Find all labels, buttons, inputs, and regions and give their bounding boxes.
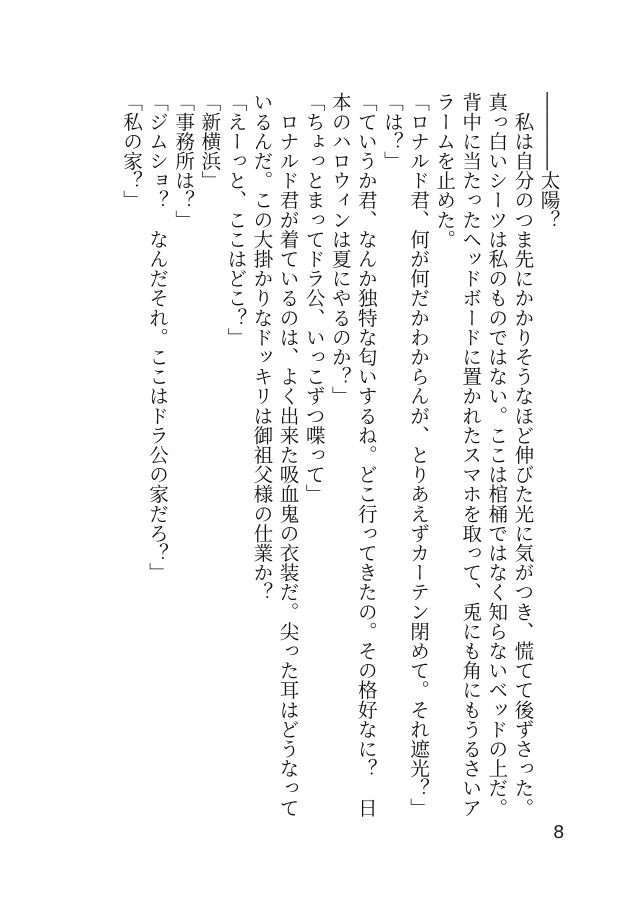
text-line: 「新横浜」 bbox=[197, 92, 221, 190]
text-line: 「ていうか君、なんか独特な匂いするね。どこ行ってきたの。その格好なに？ 日 bbox=[354, 92, 378, 818]
text-line: 「は？」 bbox=[380, 92, 404, 171]
text-line: 「私の家？」 bbox=[119, 92, 143, 210]
text-line: 「えーっと、ここはどこ？」 bbox=[223, 92, 247, 347]
text-line: 私は自分のつま先にかかりそうなほど伸びた光に気がつき、慌てて後ずさった。 bbox=[510, 92, 534, 818]
text-line: 本のハロウィンは夏にやるのか？」 bbox=[328, 92, 352, 406]
page-number: 8 bbox=[553, 822, 565, 843]
text-line: 「事務所は？」 bbox=[171, 92, 195, 230]
vertical-text-block bbox=[117, 92, 561, 852]
text-line: 背中に当たったヘッドボードに置かれたスマホを取って、兎にも角にもうるさいア bbox=[458, 92, 482, 818]
text-line: ロナルド君が着ているのは、よく出来た吸血鬼の衣装だ。尖った耳はどうなって bbox=[276, 92, 300, 818]
text-line: 「ロナルド君、何が何だかわからんが、とりあえずカーテン閉めて。それ遮光？」 bbox=[406, 92, 430, 818]
text-line: いるんだ。この大掛かりなドッキリは御祖父様の仕業か？ bbox=[249, 92, 273, 602]
text-line: 「ちょっとまってドラ公、いっこずつ喋って」 bbox=[302, 92, 326, 504]
text-line: ラームを止めた。 bbox=[432, 92, 456, 249]
text-line: 真っ白いシーツは私のものではない。ここは棺桶ではなく知らないベッドの上だ。 bbox=[484, 92, 508, 818]
text-line: ――――太陽？ bbox=[537, 92, 560, 230]
text-line: 「ジムショ？ なんだそれ。ここはドラ公の家だろ？」 bbox=[145, 92, 169, 582]
